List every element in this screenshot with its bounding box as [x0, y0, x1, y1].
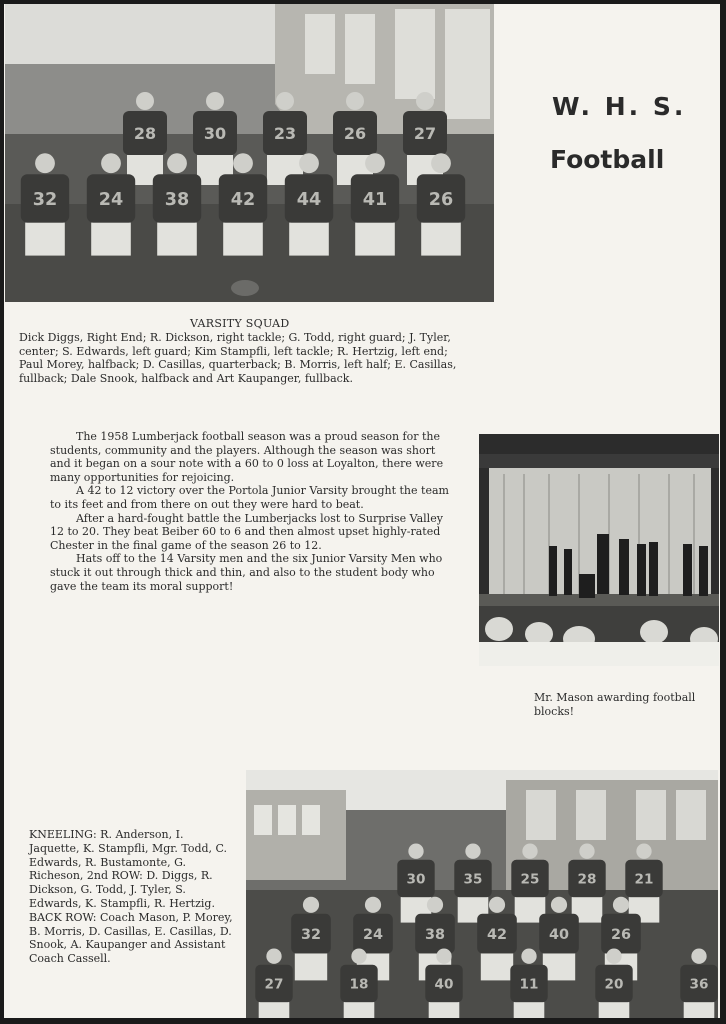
- jersey-number: 38: [164, 190, 190, 210]
- story-paragraph: Hats off to the 14 Varsity men and the six Junior Varsity Men who stuck it out through thick and thin, and also to the student body who gave the team its moral support!: [50, 552, 443, 593]
- yearbook-page: [4, 4, 720, 1018]
- varsity-caption-text: Dick Diggs, Right End; R. Dickson, right tackle; G. Todd, right guard; J. Tyler, center; S. Edwards, left guard; Kim Stampfli, left tackle; R. Hertzig, left end; Paul Morey, halfback; D. Casillas, quarterback; B. Morris, left half; E. Casillas, fullback; Dale Snook, halfback and Art Kaupanger, fullback.: [19, 331, 457, 385]
- jersey-number: 25: [520, 871, 540, 888]
- jersey-number: 38: [424, 927, 446, 943]
- jersey-number: 24: [362, 927, 384, 943]
- jersey-number: 28: [133, 124, 157, 143]
- jersey-number: 41: [362, 190, 388, 210]
- jersey-number: 30: [406, 871, 426, 888]
- jersey-number: 23: [273, 124, 297, 143]
- jersey-number: 40: [548, 927, 570, 943]
- jersey-number: 24: [98, 190, 124, 210]
- jersey-number: 18: [349, 976, 369, 993]
- jersey-number: 20: [604, 976, 624, 993]
- season-story: [50, 430, 450, 593]
- jersey-number: 42: [486, 927, 508, 943]
- award-caption: Mr. Mason awarding football blocks!: [534, 691, 696, 718]
- story-paragraph: A 42 to 12 victory over the Portola Junior Varsity brought the team to its feet and from there on out they were hard to beat.: [50, 484, 449, 511]
- jersey-number: 30: [203, 124, 227, 143]
- jersey-number: 27: [413, 124, 437, 143]
- team-roster-caption: KNEELING: R. Anderson, I. Jaquette, K. Stampfli, Mgr. Todd, C. Edwards, R. Bustamonte, G. Richeson, 2nd ROW: D. Diggs, R. Dickson, G. Todd, J. Tyler, S. Edwards, K. Stampfli, R. Hertzig. BACK ROW: Coach Mason, P. Morey, B. Morris, D. Casillas, E. Casillas, D. Snook, A. Kaupanger and Assistant Coach Cassell.: [29, 828, 233, 966]
- jersey-number: 35: [463, 871, 483, 888]
- full-team-photo: [246, 770, 718, 1018]
- jersey-number: 26: [343, 124, 367, 143]
- jersey-number: 21: [634, 871, 654, 888]
- story-paragraph: After a hard-fought battle the Lumberjacks lost to Surprise Valley 12 to 20. They beat Beiber 60 to 6 and then almost upset highly-rated Chester in the final game of the season 26 to 12.: [50, 511, 443, 552]
- jersey-number: 40: [434, 976, 454, 993]
- jersey-number: 28: [577, 871, 597, 888]
- page-title-school: W. H. S.: [552, 92, 687, 121]
- jersey-number: 36: [689, 976, 709, 993]
- varsity-caption-title: VARSITY SQUAD: [190, 317, 290, 330]
- varsity-squad-photo: [5, 4, 494, 302]
- jersey-number: 44: [296, 190, 322, 210]
- jersey-number: 26: [428, 190, 454, 210]
- jersey-number: 26: [610, 927, 632, 943]
- page-title-football: Football: [550, 145, 665, 174]
- award-ceremony-photo: [479, 434, 719, 666]
- jersey-number: 27: [264, 976, 284, 993]
- story-paragraph: The 1958 Lumberjack football season was a proud season for the students, community and the players. Although the season was short and it began on a sour note with a 60 to 0 loss at Loyalton, there were many opportunities for rejoicing.: [50, 430, 444, 484]
- jersey-number: 42: [230, 190, 256, 210]
- jersey-number: 32: [32, 190, 58, 210]
- jersey-number: 32: [300, 927, 322, 943]
- jersey-number: 11: [519, 976, 539, 993]
